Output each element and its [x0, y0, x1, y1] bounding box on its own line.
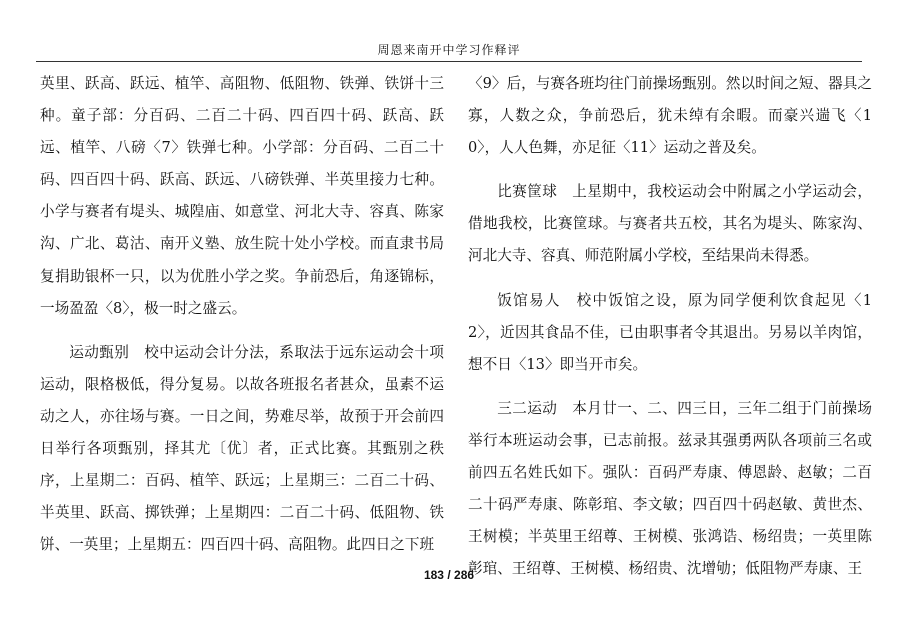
header-rule — [36, 61, 862, 62]
paragraph: 英里、跃高、跃远、植竿、高阻物、低阻物、铁弹、铁饼十三种。童子部：分百码、二百二十码、四百四十码、跃高、跃远、植竿、八磅〈7〉铁弹七种。小学部：分百码、二百二十码、四百四十码、跃高、跃远、八磅铁弹、半英里接力七种。小学与赛者有堤头、城隍庙、如意堂、河北大寺、容真、陈家沟、广北、葛沽、南开义塾、放生院十处小学校。而直隶书局复捐助银杯一只，以为优胜小学之奖。争前恐后，角逐锦标，一场盈盈〈8〉，极一时之盛云。 — [40, 75, 444, 317]
total-pages: 286 — [454, 568, 475, 582]
paragraph: 饭馆易人 校中饭馆之设，原为同学便利饮食起见〈12〉，近因其食品不佳，已由职事者令其退出。另易以羊肉馆，想不日〈13〉即当开市矣。 — [468, 291, 872, 373]
right-column — [468, 68, 872, 585]
running-header — [0, 43, 898, 57]
book-title: 周恩来南开中学习作释评 — [377, 43, 521, 57]
paragraph: 〈9〉后，与赛各班均往门前操场甄别。然以时间之短、器具之寡，人数之众，争前恐后，犹未绰有余暇。而豪兴遄飞〈10〉，人人色舞，亦足征〈11〉运动之普及矣。 — [468, 75, 872, 157]
paragraph: 三二运动 本月廿一、二、四三日，三年二组于门前操场举行本班运动会事，已志前报。兹录其强勇两队各项前三名或前四五名姓氏如下。强队：百码严寿康、傅恩龄、赵敏；二百二十码严寿康、陈彰琯、李文敏；四百四十码赵敏、黄世杰、王树模；半英里王绍尊、王树模、张鸿诰、杨绍贵；一英里陈彰琯、王绍尊、王树模、杨绍贵、沈增劬；低阻物严寿康、王 — [468, 399, 872, 578]
current-page: 183 — [423, 568, 444, 582]
page-separator: / — [447, 568, 451, 582]
paragraph: 运动甄别 校中运动会计分法，系取法于远东运动会十项运动，限格极低，得分复易。以故各班报名者甚众，虽素不运动之人，亦往场与赛。一日之间，势难尽举，故预于开会前四日举行各项甄别，择其尤〔优〕者，正式比赛。其甄别之秩序，上星期二：百码、植竿、跃远；上星期三：二百二十码、半英里、跃高、掷铁弹；上星期四：二百二十码、低阻物、铁饼、一英里；上星期五：四百四十码、高阻物。此四日之下班 — [40, 343, 444, 554]
left-column — [40, 68, 444, 561]
page-number — [0, 568, 898, 582]
paragraph: 比赛筐球 上星期中，我校运动会中附属之小学运动会，借地我校，比赛筐球。与赛者共五校，其名为堤头、陈家沟、河北大寺、容真、师范附属小学校，至结果尚未得悉。 — [468, 183, 872, 265]
